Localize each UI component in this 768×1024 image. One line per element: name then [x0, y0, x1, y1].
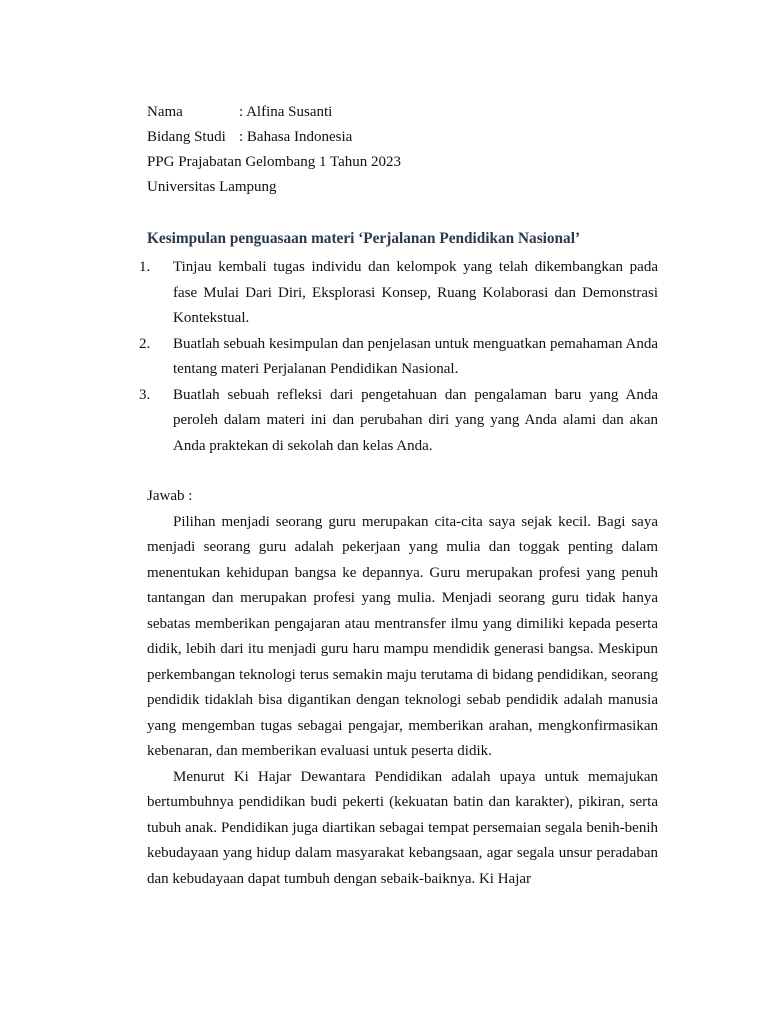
name-label: Nama — [147, 104, 183, 120]
university-line: Universitas Lampung — [147, 179, 277, 195]
name-line — [147, 100, 658, 125]
task-text: Tinjau kembali tugas individu dan kelompok yang telah dikembangkan pada fase Mulai Dari Diri, Eksplorasi Konsep, Ruang Kolaborasi dan Demonstrasi Kontekstual. — [173, 259, 658, 326]
field-line — [147, 125, 658, 150]
answer-label: Jawab : — [147, 488, 193, 504]
answer-paragraph: Menurut Ki Hajar Dewantara Pendidikan adalah upaya untuk memajukan bertumbuhnya pendidikan budi pekerti (kekuatan batin dan karakter), pikiran, serta tubuh anak. Pendidikan juga diartikan sebagai tempat persemaian segala benih-benih kebudayaan yang hidup dalam masyarakat kebangsaan, agar segala unsur peradaban dan kebudayaan dapat tumbuh dengan sebaik-baiknya. Ki Hajar — [147, 768, 658, 887]
section-title: Kesimpulan penguasaan materi ‘Perjalanan Pendidikan Nasional’ — [147, 230, 581, 247]
task-number: 2. — [139, 335, 151, 352]
answer-paragraph: Pilihan menjadi seorang guru merupakan cita-cita saya sejak kecil. Bagi saya menjadi seorang guru adalah pekerjaan yang mulia dan toggak penting dalam menentukan kehidupan bangsa ke depannya. Guru merupakan profesi yang penuh tantangan dan merupakan profesi yang mulia. Menjadi seorang guru tidak hanya sebatas memberikan pengajaran atau mentransfer ilmu yang dimiliki kepada peserta didik, lebih dari itu menjadi guru haru mampu mendidik generasi bangsa. Meskipun perkembangan teknologi terus semakin maju terutama di bidang pendidikan, seorang pendidik tidaklah bisa digantikan dengan teknologi sebab pendidik adalah manusia yang mengemban tugas sebagai pengajar, memberikan arahan, mengkonfirmasikan kebenaran, dan memberikan evaluasi untuk peserta didik. — [147, 513, 658, 759]
name-value: : Alfina Susanti — [239, 104, 333, 120]
task-number: 1. — [139, 259, 151, 275]
field-value: : Bahasa Indonesia — [239, 129, 353, 145]
task-text: Buatlah sebuah refleksi dari pengetahuan dan pengalaman baru yang Anda peroleh dalam materi ini dan perubahan diri yang yang Anda alami dan akan Anda praktekan di sekolah dan kelas Anda. — [173, 386, 658, 454]
document-page — [139, 100, 658, 892]
task-number: 3. — [139, 386, 151, 403]
task-item — [139, 255, 658, 332]
task-text: Buatlah sebuah kesimpulan dan penjelasan untuk menguatkan pemahaman Anda tentang materi Perjalanan Pendidikan Nasional. — [173, 335, 658, 377]
program-line: PPG Prajabatan Gelombang 1 Tahun 2023 — [147, 154, 402, 170]
task-item — [139, 383, 658, 460]
task-item — [139, 332, 658, 383]
field-label: Bidang Studi — [147, 129, 226, 145]
task-list — [139, 255, 658, 459]
